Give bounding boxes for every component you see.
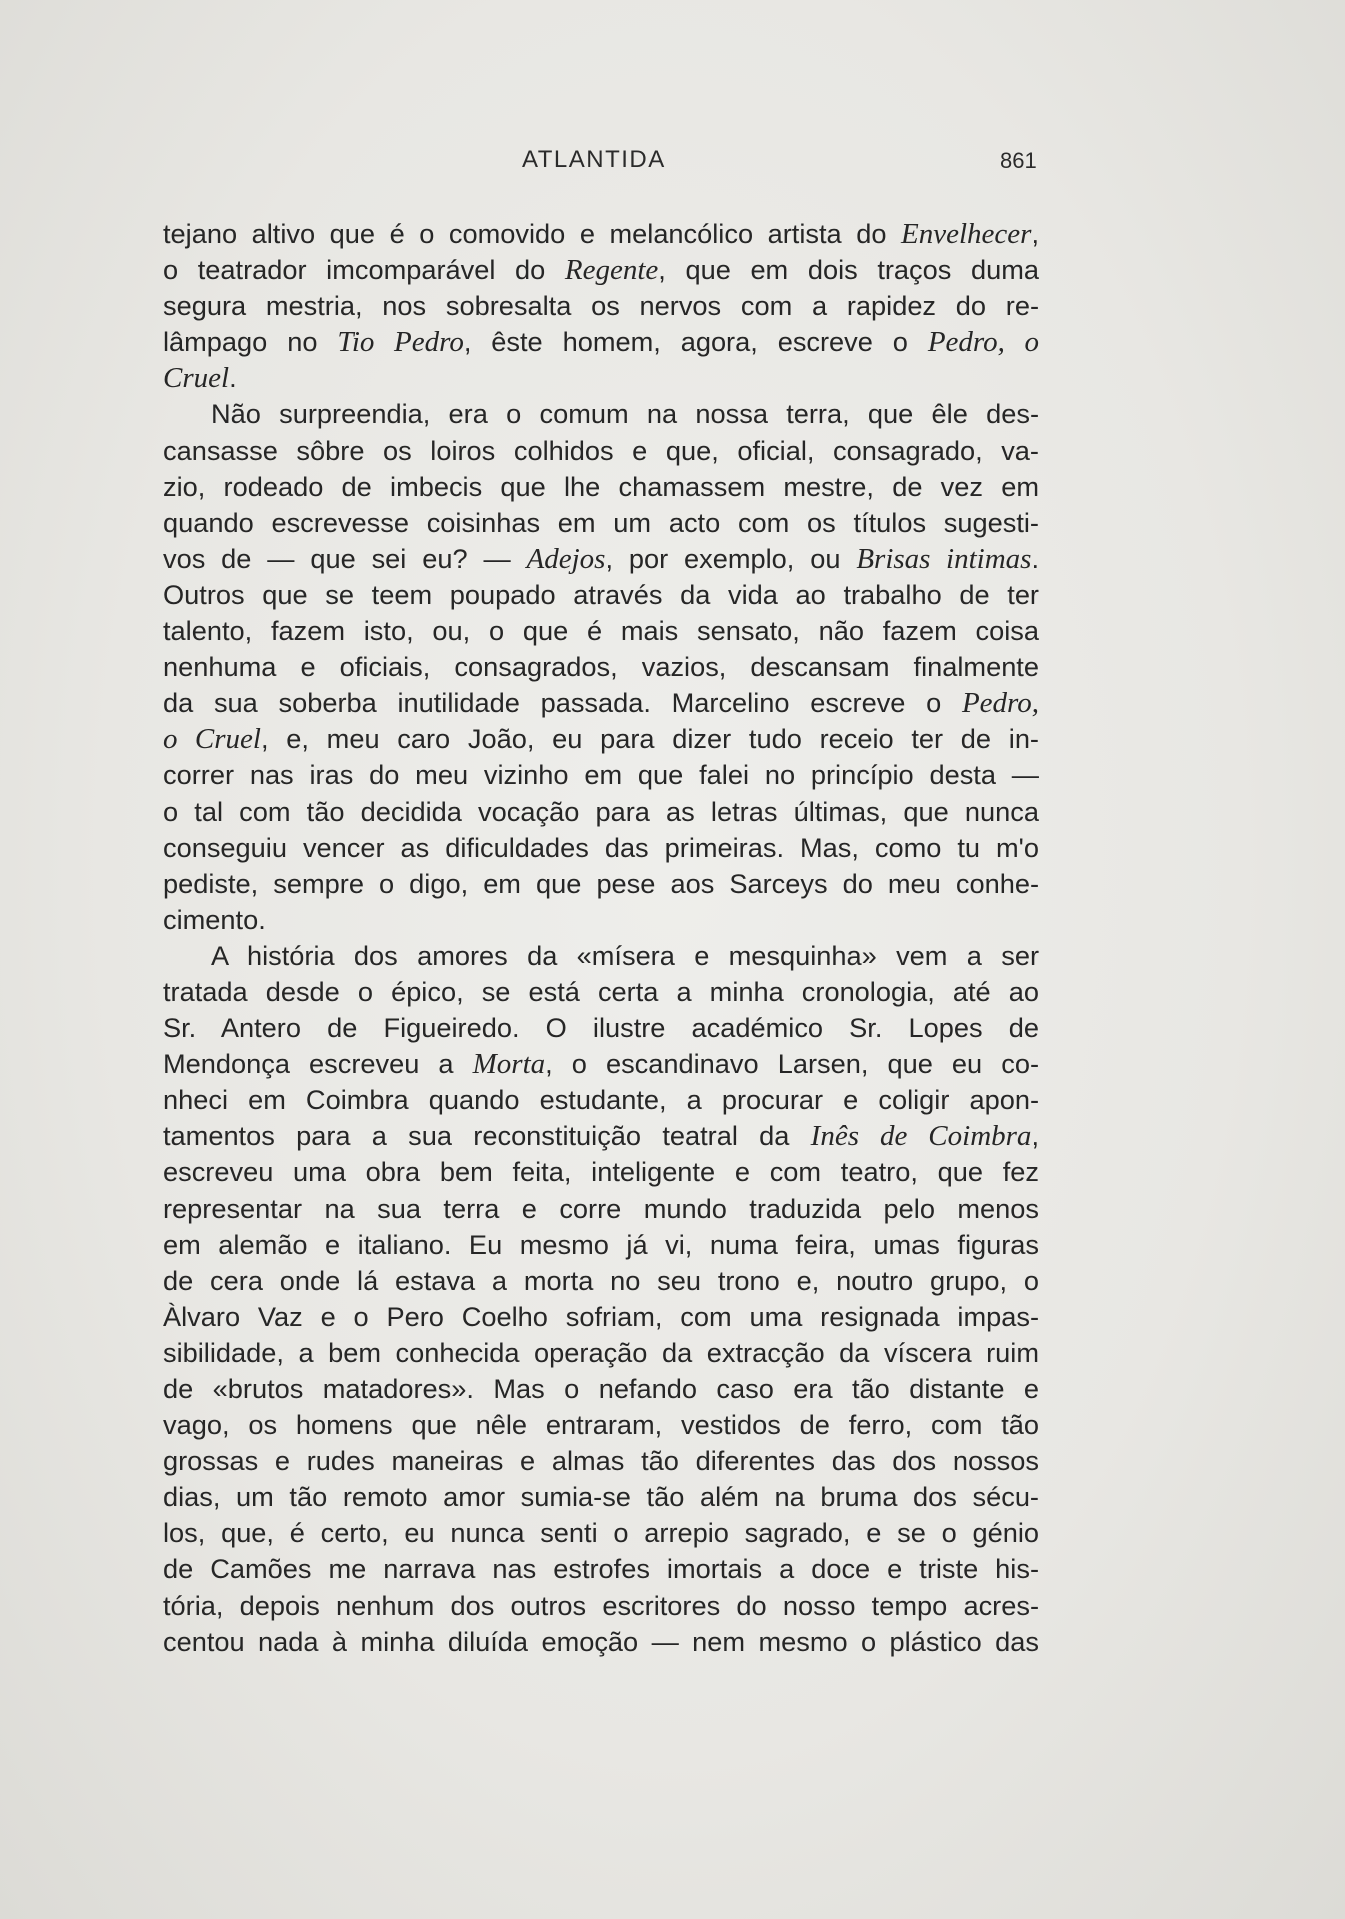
text-segment: segura mestria, nos sobresalta os nervos com a rapidez do re- [163,290,1039,322]
text-line [163,1551,1039,1587]
italic-title: Pedro, o [927,326,1039,359]
text-line [163,1046,1039,1082]
text-segment: tamentos para a sua reconstituição teatral da [163,1120,811,1152]
text-line [163,685,1039,721]
text-segment: tória, depois nenhum dos outros escritores do nosso tempo acres- [163,1589,1039,1621]
text-line [163,1407,1039,1443]
text-line [163,288,1039,324]
italic-title: Brisas intimas [856,542,1032,575]
italic-title: Cruel [163,362,230,395]
text-line [163,1588,1039,1624]
text-line [163,1335,1039,1371]
text-segment: . [1031,542,1039,574]
text-segment: Outros que se teem poupado através da vida ao trabalho de ter [163,578,1039,610]
text-line [163,757,1039,793]
text-segment: dias, um tão remoto amor sumia-se tão além na bruma dos sécu- [163,1481,1039,1513]
body-text [163,216,1039,1660]
text-line [163,613,1039,649]
text-segment: . [229,362,237,394]
italic-title: Adejos [526,542,606,575]
text-line [163,902,1039,938]
text-segment: vago, os homens que nêle entraram, vestidos de ferro, com tão [163,1409,1039,1441]
text-line [163,794,1039,830]
text-segment: tejano altivo que é o comovido e melancólico artista do [163,218,902,249]
page-number: 861 [1000,148,1037,173]
text-segment: Não surpreendia, era o comum na nossa terra, que êle des- [211,398,1039,430]
text-segment: em alemão e italiano. Eu mesmo já vi, numa feira, umas figuras [163,1228,1039,1260]
italic-title: Pedro, [961,687,1039,720]
text-segment: o teatrador imcomparável do [163,254,565,286]
text-line [163,324,1039,360]
text-segment: cansasse sôbre os loiros colhidos e que, oficial, consagrado, va- [163,434,1039,466]
text-segment: de Camões me narrava nas estrofes imortais a doce e triste his- [163,1553,1039,1585]
running-head [0,146,1345,176]
text-segment: representar na sua terra e corre mundo traduzida pelo menos [163,1192,1039,1224]
italic-title: Morta [472,1048,546,1081]
text-segment: lâmpago no [163,326,338,358]
text-segment: talento, fazem isto, ou, o que é mais sensato, não fazem coisa [163,615,1039,647]
text-line [163,1118,1039,1154]
text-segment: escreveu uma obra bem feita, inteligente e com teatro, que fez [163,1156,1039,1188]
text-segment: Àlvaro Vaz e o Pero Coelho sofriam, com uma resignada impas- [163,1300,1039,1332]
text-line [163,1082,1039,1118]
text-segment: Sr. Antero de Figueiredo. O ilustre académico Sr. Lopes de [163,1012,1039,1044]
text-line [163,396,1039,432]
text-line [163,1299,1039,1335]
text-line [163,1515,1039,1551]
text-line [163,216,1039,252]
text-segment: , por exemplo, ou [605,542,857,574]
text-segment: , [1031,218,1039,249]
text-segment: cimento. [163,903,266,935]
text-segment: quando escrevesse coisinhas em um acto com os títulos sugesti- [163,506,1039,538]
text-line [163,252,1039,288]
text-segment: o tal com tão decidida vocação para as letras últimas, que nunca [163,795,1039,827]
text-line [163,974,1039,1010]
italic-title: Inês de Coimbra [810,1120,1032,1153]
text-line [163,541,1039,577]
text-segment: pediste, sempre o digo, em que pese aos Sarceys do meu conhe- [163,867,1039,899]
text-line [163,433,1039,469]
text-segment: nenhuma e oficiais, consagrados, vazios, descansam finalmente [163,651,1039,683]
italic-title: Tio Pedro [337,326,464,359]
text-segment: de «brutos matadores». Mas o nefando caso era tão distante e [163,1373,1039,1404]
text-line [163,649,1039,685]
text-line [163,1010,1039,1046]
text-line [163,360,1039,396]
text-line [163,1371,1039,1407]
text-line [163,830,1039,866]
text-line [163,938,1039,974]
text-line [163,1263,1039,1299]
text-segment: vos de — que sei eu? — [163,542,527,574]
running-title: ATLANTIDA [522,146,666,173]
text-segment: da sua soberba inutilidade passada. Marcelino escreve o [163,687,962,719]
text-line [163,1154,1039,1190]
italic-title: Regente [564,254,659,287]
text-segment: conseguiu vencer as dificuldades das primeiras. Mas, como tu m'o [163,831,1039,863]
text-segment: correr nas iras do meu vizinho em que falei no princípio desta — [163,759,1039,791]
text-segment: A história dos amores da «mísera e mesquinha» vem a ser [211,939,1039,971]
text-line [163,1479,1039,1515]
text-segment: Mendonça escreveu a [163,1048,473,1080]
text-line [163,1443,1039,1479]
text-segment: , o escandinavo Larsen, que eu co- [545,1048,1039,1080]
text-line [163,1227,1039,1263]
text-segment: , e, meu caro João, eu para dizer tudo receio ter de in- [260,723,1039,755]
text-segment: grossas e rudes maneiras e almas tão diferentes das dos nossos [163,1445,1039,1477]
text-segment: nheci em Coimbra quando estudante, a procurar e coligir apon- [163,1084,1039,1116]
text-segment: , que em dois traços duma [658,254,1039,286]
text-line [163,469,1039,505]
italic-title: Envelhecer [901,218,1032,250]
text-segment: sibilidade, a bem conhecida operação da extracção da víscera ruim [163,1336,1039,1368]
text-segment: de cera onde lá estava a morta no seu trono e, noutro grupo, o [163,1264,1039,1296]
text-line [163,577,1039,613]
text-line [163,721,1039,757]
text-line [163,505,1039,541]
text-line [163,866,1039,902]
text-segment: , êste homem, agora, escreve o [463,326,928,358]
text-segment: zio, rodeado de imbecis que lhe chamassem mestre, de vez em [163,470,1039,502]
text-line [163,1624,1039,1660]
text-segment: centou nada à minha diluída emoção — nem mesmo o plástico das [163,1625,1039,1657]
text-segment: , [1031,1120,1039,1152]
italic-title: o Cruel [163,723,261,756]
text-line [163,1191,1039,1227]
text-segment: los, que, é certo, eu nunca senti o arrepio sagrado, e se o génio [163,1517,1039,1549]
text-segment: tratada desde o épico, se está certa a minha cronologia, até ao [163,975,1039,1007]
